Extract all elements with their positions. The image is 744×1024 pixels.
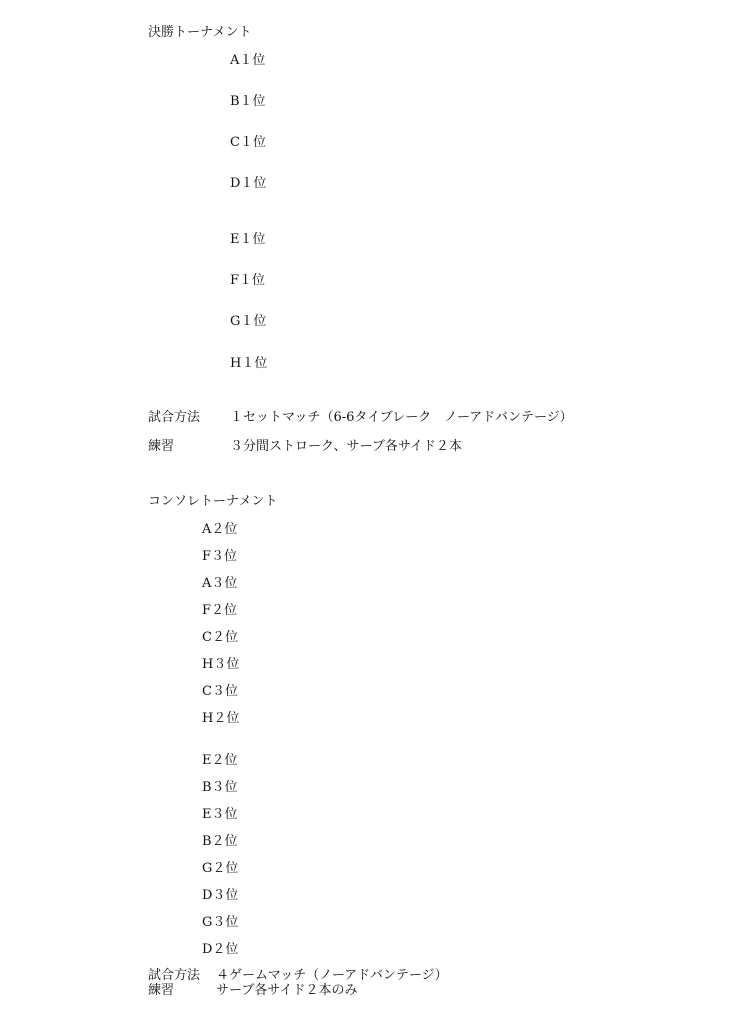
consolation-seed-item: D２位 — [202, 942, 239, 957]
consolation-seed-item: A３位 — [202, 576, 238, 591]
final-match-format-value: １セットマッチ（6-6タイブレーク ノーアドバンテージ） — [230, 410, 573, 425]
consolation-seed-item: H２位 — [202, 711, 240, 726]
consolation-seed-item: C３位 — [202, 684, 238, 699]
consolation-seed-item: B３位 — [202, 780, 238, 795]
final-seed-item: B１位 — [230, 94, 266, 109]
consolation-seed-item: B２位 — [202, 834, 238, 849]
consolation-seed-item: H３位 — [202, 657, 240, 672]
final-seed-item: E１位 — [230, 232, 266, 247]
consolation-seed-item: G２位 — [202, 861, 239, 876]
consolation-seed-item: F２位 — [202, 603, 238, 618]
final-match-format-label: 試合方法 — [148, 410, 201, 425]
consolation-seed-item: F３位 — [202, 549, 238, 564]
consolation-tournament-heading: コンソレトーナメント — [148, 494, 278, 509]
consolation-seed-item: E２位 — [202, 753, 238, 768]
consolation-practice-value: サーブ各サイド２本のみ — [216, 983, 358, 998]
consolation-seed-item: A２位 — [202, 522, 238, 537]
final-practice-value: ３分間ストローク、サーブ各サイド２本 — [230, 439, 462, 454]
final-seed-item: A１位 — [230, 53, 266, 68]
consolation-seed-item: C２位 — [202, 630, 238, 645]
consolation-match-format-label: 試合方法 — [148, 968, 201, 983]
final-seed-item: C１位 — [230, 135, 266, 150]
consolation-seed-item: G３位 — [202, 915, 239, 930]
final-practice-label: 練習 — [148, 439, 175, 454]
consolation-seed-item: E３位 — [202, 807, 238, 822]
final-seed-item: H１位 — [230, 356, 268, 371]
consolation-practice-label: 練習 — [148, 983, 175, 998]
final-seed-item: D１位 — [230, 176, 267, 191]
consolation-seed-item: D３位 — [202, 888, 239, 903]
final-seed-item: G１位 — [230, 314, 267, 329]
consolation-match-format-value: ４ゲームマッチ（ノーアドバンテージ） — [216, 968, 448, 983]
final-tournament-heading: 決勝トーナメント — [148, 25, 252, 40]
final-seed-item: F１位 — [230, 273, 266, 288]
